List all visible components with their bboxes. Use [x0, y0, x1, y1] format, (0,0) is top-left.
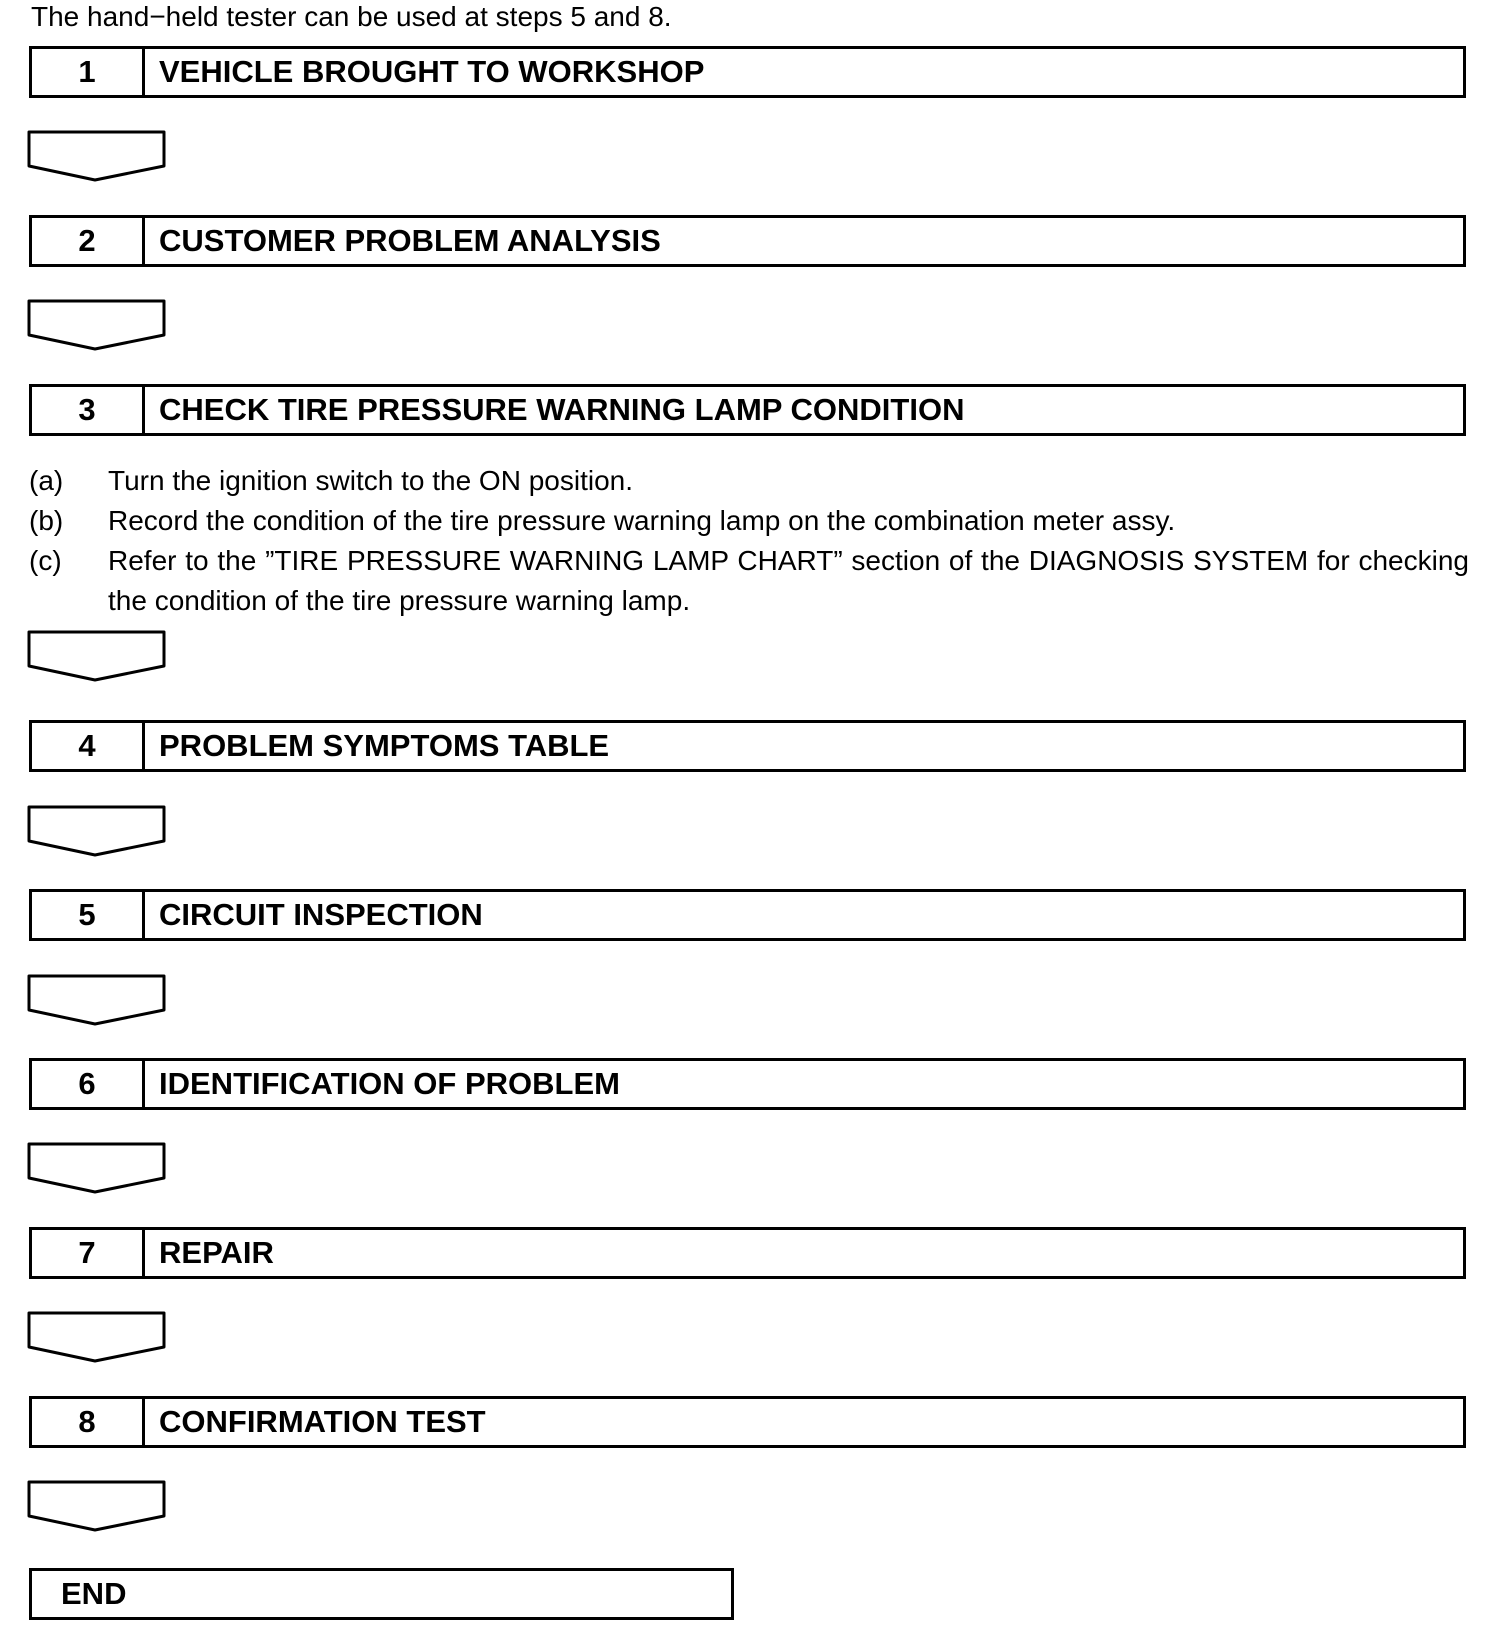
step-5-box: [29, 889, 1466, 941]
substep-label: (b): [29, 505, 64, 536]
flow-arrow-icon: [27, 630, 167, 682]
step-number: 7: [32, 1230, 145, 1276]
flow-arrow-icon: [27, 130, 167, 182]
step-1-box: [29, 46, 1466, 98]
step-title: IDENTIFICATION OF PROBLEM: [159, 1066, 620, 1101]
step-number: 3: [32, 387, 145, 433]
substep-text: Record the condition of the tire pressure warning lamp on the combination meter assy.: [108, 505, 1176, 536]
step-3-substeps: [29, 461, 1469, 621]
step-8-box: [29, 1396, 1466, 1448]
step-title: REPAIR: [159, 1235, 274, 1270]
step-7-box: [29, 1227, 1466, 1279]
step-6-box: [29, 1058, 1466, 1110]
flow-arrow-icon: [27, 1480, 167, 1532]
step-3-box: [29, 384, 1466, 436]
step-title: CIRCUIT INSPECTION: [159, 897, 483, 932]
substep-label: (a): [29, 465, 64, 496]
step-number: 1: [32, 49, 145, 95]
step-4-box: [29, 720, 1466, 772]
substep-b: [29, 501, 1469, 541]
step-title: VEHICLE BROUGHT TO WORKSHOP: [159, 54, 705, 89]
substep-label: (c): [29, 545, 62, 576]
substep-a: [29, 461, 1469, 501]
substep-c: [29, 541, 1469, 621]
flow-arrow-icon: [27, 1142, 167, 1194]
flow-arrow-icon: [27, 805, 167, 857]
intro-note: The hand−held tester can be used at steps 5 and 8.: [31, 1, 672, 32]
step-number: 5: [32, 892, 145, 938]
step-title: CHECK TIRE PRESSURE WARNING LAMP CONDITION: [159, 392, 965, 427]
step-number: 6: [32, 1061, 145, 1107]
step-title: CONFIRMATION TEST: [159, 1404, 486, 1439]
substep-text: Refer to the ”TIRE PRESSURE WARNING LAMP CHART” section of the DIAGNOSIS SYSTEM for checking the condition of the tire pressure warning lamp.: [108, 545, 1469, 616]
end-box: END: [29, 1568, 734, 1620]
flow-arrow-icon: [27, 974, 167, 1026]
step-number: 8: [32, 1399, 145, 1445]
flow-arrow-icon: [27, 299, 167, 351]
step-title: PROBLEM SYMPTOMS TABLE: [159, 728, 610, 763]
flow-arrow-icon: [27, 1311, 167, 1363]
step-title: CUSTOMER PROBLEM ANALYSIS: [159, 223, 661, 258]
step-number: 4: [32, 723, 145, 769]
step-number: 2: [32, 218, 145, 264]
substep-text: Turn the ignition switch to the ON position.: [108, 465, 633, 496]
step-2-box: [29, 215, 1466, 267]
